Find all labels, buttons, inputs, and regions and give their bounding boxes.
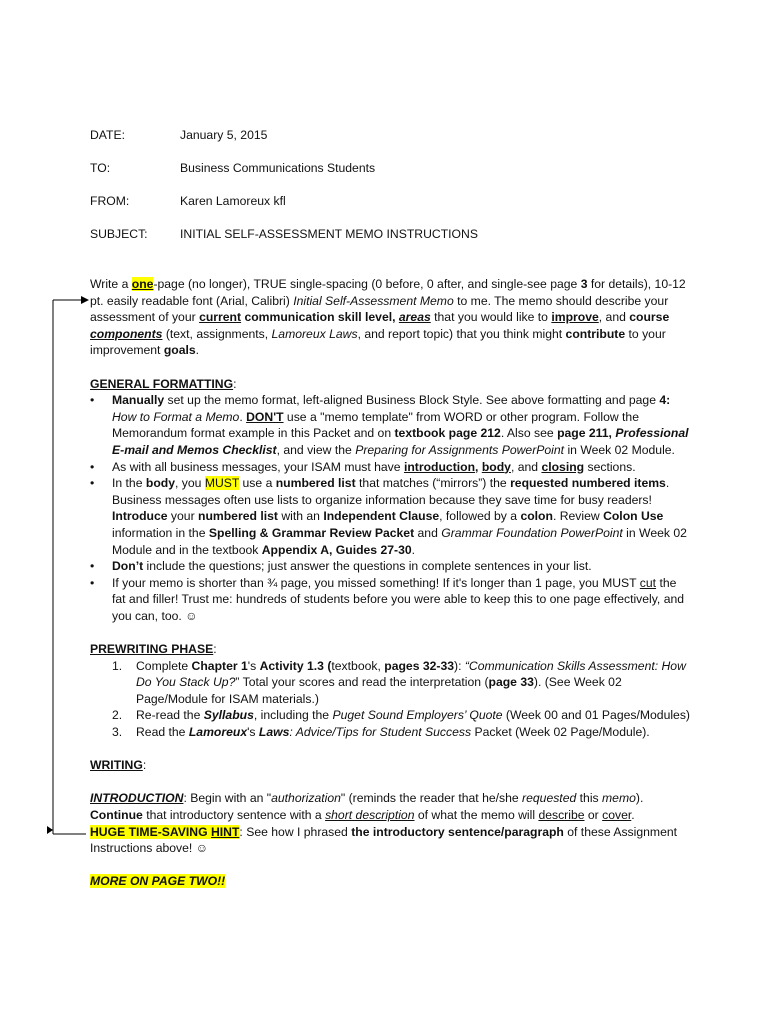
list-item: • If your memo is shorter than ¾ page, you missed something! If it's longer than 1 page, you MUST cut the fat and filler! Trust me: hundreds of students before you were able to keep this to one page effectively, and you can, too. ☺ xyxy=(90,575,685,623)
more-on-page-two: MORE ON PAGE TWO!! xyxy=(90,874,226,889)
list-item: • Manually set up the memo format, left-aligned Business Block Style. See above formatting and page 4: How to Format a Memo. DON'T use a "memo template" from WORD or other program. Follow the Memorandum format example in this Packet and on textbook page 212. Also see page 211, Professional E-mail and Memos Checklist, and view the Preparing for Assignments PowerPoint in Week 02 Module. xyxy=(90,393,689,457)
subject-label: SUBJECT: xyxy=(90,227,148,241)
list-item: 3. Read the Lamoreux's Laws: Advice/Tips for Student Success Packet (Week 02 Page/Module). xyxy=(112,725,650,740)
date-label: DATE: xyxy=(90,128,125,142)
writing-heading: WRITING: xyxy=(90,758,147,773)
subject-value: INITIAL SELF-ASSESSMENT MEMO INSTRUCTIONS xyxy=(180,227,478,241)
date-value: January 5, 2015 xyxy=(180,128,268,142)
list-item: • Don’t include the questions; just answer the questions in complete sentences in your list. xyxy=(90,559,592,574)
general-formatting-heading: GENERAL FORMATTING: xyxy=(90,376,237,391)
writing-paragraph: INTRODUCTION: Begin with an "authorization" (reminds the reader that he/she requested this memo). Continue that introductory sentence with a short description of what the memo will describe or cover. HUGE TIME-SAVING HINT: See how I phrased the introductory sentence/paragraph of these Assignment Instructions above! ☺ xyxy=(90,791,678,856)
prewriting-heading: PREWRITING PHASE: xyxy=(90,642,217,657)
to-label: TO: xyxy=(90,161,111,175)
list-item: • As with all business messages, your ISAM must have introduction, body, and closing sections. xyxy=(90,459,636,474)
from-label: FROM: xyxy=(90,194,130,208)
arrow-head-up-icon xyxy=(47,826,53,834)
to-value: Business Communications Students xyxy=(180,161,376,175)
from-value: Karen Lamoreux kfl xyxy=(180,194,286,208)
list-item: • In the body, you MUST use a numbered list that matches (“mirrors”) the requested numbered items. Business messages often use lists to organize information because they save time for busy readers! Introduce your numbered list with an Independent Clause, followed by a colon. Review Colon Use information in the Spelling & Grammar Review Packet and Grammar Foundation PowerPoint in Week 02 Module and in the textbook Appendix A, Guides 27-30. xyxy=(90,476,687,557)
arrow-head-right-icon xyxy=(81,296,89,304)
intro-paragraph: Write a one-page (no longer), TRUE single-spacing (0 before, 0 after, and single-see page 3 for details), 10-12 pt. easily readable font (Arial, Calibri) Initial Self-Assessment Memo to me. The memo should describe your assessment of your current communication skill level, areas that you would like to improve, and course components (text, assignments, Lamoreux Laws, and report topic) that you think might contribute to your improvement goals. xyxy=(90,277,686,358)
list-item: 1. Complete Chapter 1's Activity 1.3 (textbook, pages 32-33): “Communication Skills Assessment: How Do You Stack Up?” Total your scores and read the interpretation (page 33). (See Week 02 Page/Module for ISAM materials.) xyxy=(112,658,686,706)
list-item: 2. Re-read the Syllabus, including the Puget Sound Employers’ Quote (Week 00 and 01 Pages/Modules) xyxy=(112,708,690,723)
